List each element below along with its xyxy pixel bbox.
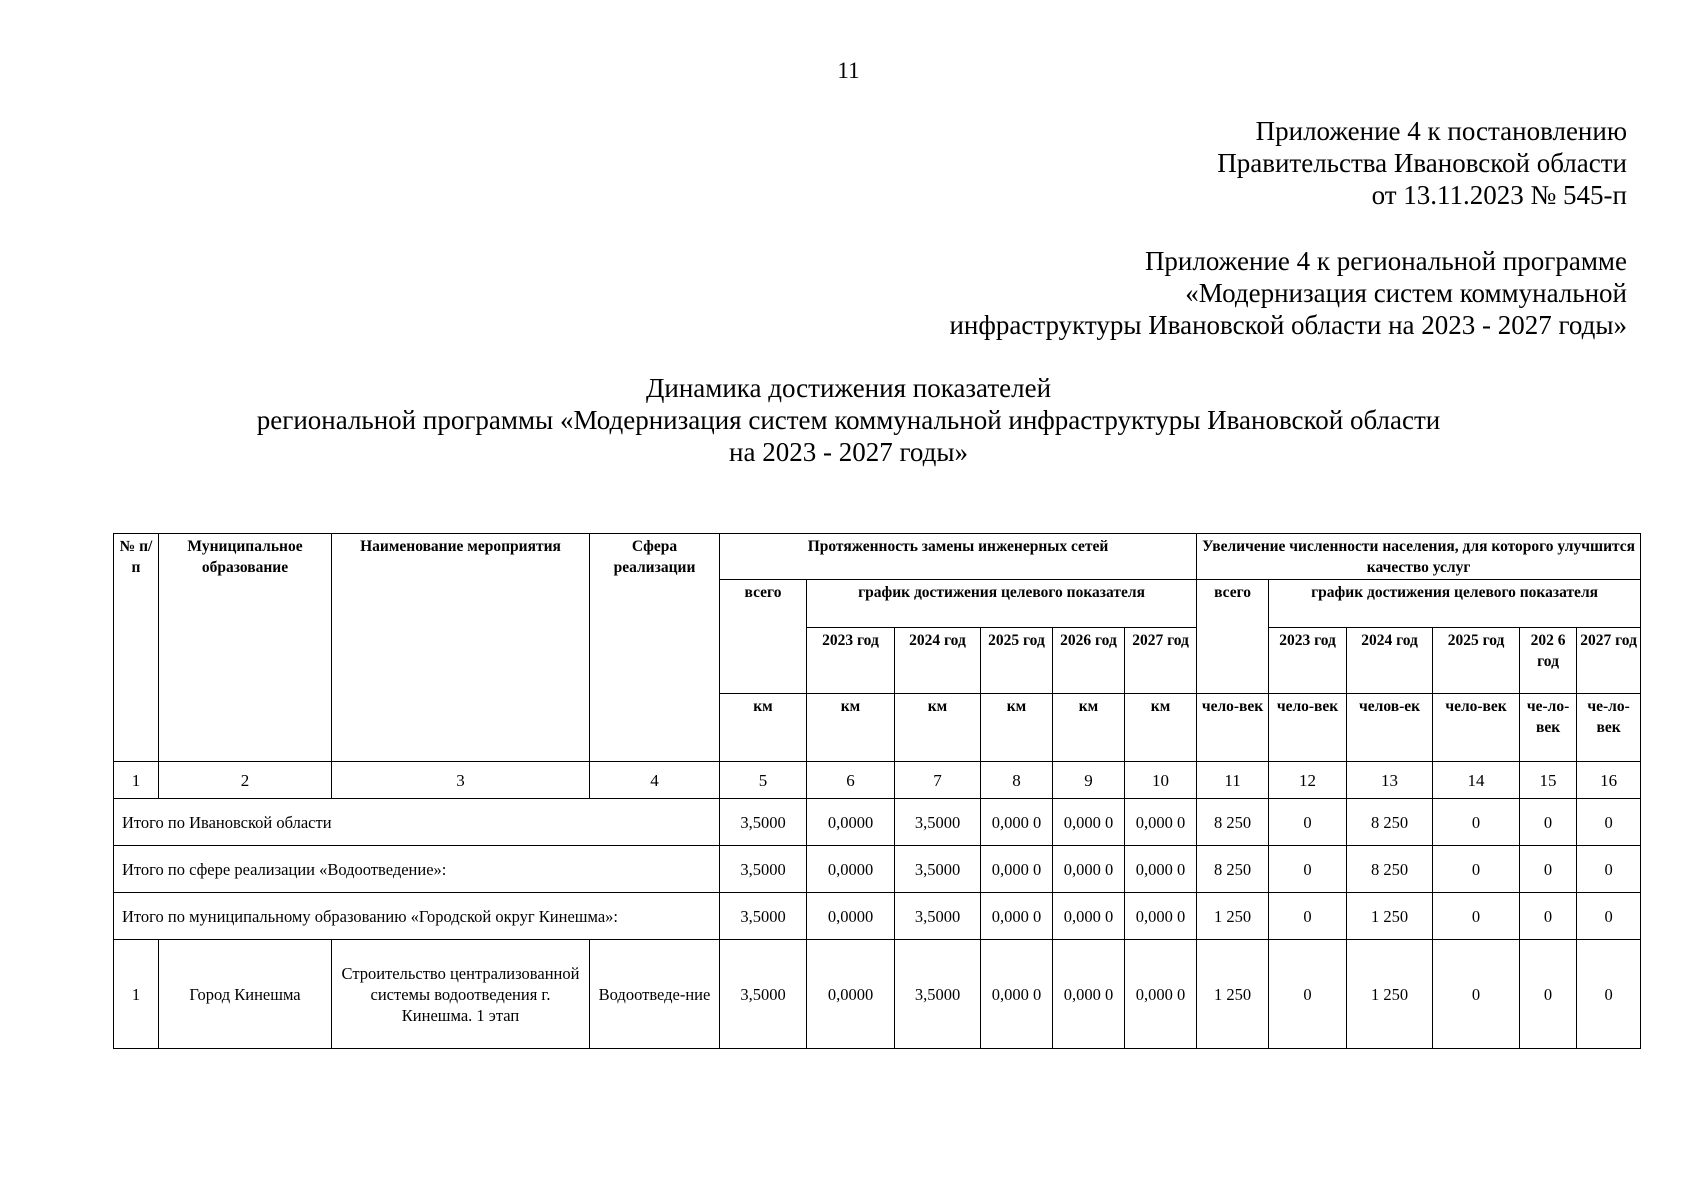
cell: 0,000 0 <box>1125 893 1197 940</box>
cell-municipality: Город Кинешма <box>159 940 332 1049</box>
header-population-schedule: график достижения целевого показателя <box>1269 580 1641 628</box>
header-unit: чело-век <box>1269 694 1347 762</box>
appendix-decree-line: Приложение 4 к постановлению <box>1255 116 1627 146</box>
cell: 8 250 <box>1197 799 1269 846</box>
cell: 0,000 0 <box>981 846 1053 893</box>
header-networks-total: всего <box>720 580 807 694</box>
cell: 3,5000 <box>895 940 981 1049</box>
title-line: региональной программы «Модернизация систем коммунальной инфраструктуры Ивановской области <box>256 405 1441 435</box>
cell: 0,0000 <box>807 846 895 893</box>
header-year: 2023 год <box>807 628 895 694</box>
cell: 0 <box>1577 799 1641 846</box>
column-number: 10 <box>1125 762 1197 799</box>
appendix-program-line: «Модернизация систем коммунальной <box>1185 278 1627 308</box>
header-event: Наименование мероприятия <box>332 534 590 762</box>
title-line: на 2023 - 2027 годы» <box>729 437 968 467</box>
header-unit: чело-век <box>1433 694 1520 762</box>
header-unit: че-ло-век <box>1520 694 1577 762</box>
header-unit: км <box>895 694 981 762</box>
header-year: 2023 год <box>1269 628 1347 694</box>
cell: 3,5000 <box>720 940 807 1049</box>
column-number: 1 <box>114 762 159 799</box>
header-population-total: всего <box>1197 580 1269 694</box>
cell: 1 250 <box>1197 893 1269 940</box>
cell: 3,5000 <box>895 799 981 846</box>
cell: 3,5000 <box>720 893 807 940</box>
title-line: Динамика достижения показателей <box>645 373 1052 403</box>
cell: 1 250 <box>1197 940 1269 1049</box>
header-year: 2026 год <box>1053 628 1125 694</box>
appendix-decree-reference <box>1217 115 1627 211</box>
cell: 0,000 0 <box>981 893 1053 940</box>
document-title <box>0 372 1697 468</box>
indicators-table <box>113 533 1641 1049</box>
cell-num: 1 <box>114 940 159 1049</box>
column-number: 3 <box>332 762 590 799</box>
column-numbers-row <box>114 762 1641 799</box>
appendix-decree-line: от 13.11.2023 № 545-п <box>1371 180 1627 210</box>
table-row <box>114 940 1641 1049</box>
column-number: 7 <box>895 762 981 799</box>
cell: 0 <box>1577 846 1641 893</box>
cell: 0,000 0 <box>1125 799 1197 846</box>
header-unit: км <box>807 694 895 762</box>
header-unit: чело-век <box>1197 694 1269 762</box>
table-row <box>114 893 1641 940</box>
page-number: 11 <box>837 58 860 83</box>
header-year: 2024 год <box>895 628 981 694</box>
column-number: 2 <box>159 762 332 799</box>
cell: 0 <box>1577 893 1641 940</box>
column-number: 6 <box>807 762 895 799</box>
cell: 0 <box>1577 940 1641 1049</box>
cell: 0 <box>1269 846 1347 893</box>
appendix-program-line: инфраструктуры Ивановской области на 2023 - 2027 годы» <box>949 310 1627 340</box>
appendix-program-line: Приложение 4 к региональной программе <box>1144 246 1627 276</box>
summary-label: Итого по муниципальному образованию «Городской округ Кинешма»: <box>114 893 720 940</box>
cell: 0 <box>1433 893 1520 940</box>
header-year: 2024 год <box>1347 628 1433 694</box>
cell: 0,000 0 <box>1125 846 1197 893</box>
cell: 0,000 0 <box>1053 940 1125 1049</box>
column-number: 12 <box>1269 762 1347 799</box>
column-number: 8 <box>981 762 1053 799</box>
table-row <box>114 846 1641 893</box>
column-number: 16 <box>1577 762 1641 799</box>
appendix-decree-line: Правительства Ивановской области <box>1217 148 1627 178</box>
cell: 1 250 <box>1347 893 1433 940</box>
cell: 3,5000 <box>895 846 981 893</box>
cell: 0,000 0 <box>1053 799 1125 846</box>
header-year: 2027 год <box>1125 628 1197 694</box>
summary-label: Итого по сфере реализации «Водоотведение»: <box>114 846 720 893</box>
cell: 0,0000 <box>807 940 895 1049</box>
cell: 8 250 <box>1347 846 1433 893</box>
column-number: 14 <box>1433 762 1520 799</box>
cell: 3,5000 <box>720 799 807 846</box>
header-num: № п/п <box>114 534 159 762</box>
cell: 0 <box>1520 799 1577 846</box>
cell: 8 250 <box>1347 799 1433 846</box>
header-unit: км <box>720 694 807 762</box>
cell: 0 <box>1520 940 1577 1049</box>
column-number: 13 <box>1347 762 1433 799</box>
header-group-population: Увеличение численности населения, для которого улучшится качество услуг <box>1197 534 1641 580</box>
cell: 0,000 0 <box>981 799 1053 846</box>
cell-sphere: Водоотведе-ние <box>590 940 720 1049</box>
cell: 0 <box>1433 846 1520 893</box>
header-unit: че-ло-век <box>1577 694 1641 762</box>
cell: 0,000 0 <box>1125 940 1197 1049</box>
header-unit: км <box>1053 694 1125 762</box>
cell: 0 <box>1269 940 1347 1049</box>
cell: 0 <box>1520 846 1577 893</box>
cell: 0,000 0 <box>1053 846 1125 893</box>
header-group-networks: Протяженность замены инженерных сетей <box>720 534 1197 580</box>
header-sphere: Сфера реализации <box>590 534 720 762</box>
column-number: 9 <box>1053 762 1125 799</box>
cell: 1 250 <box>1347 940 1433 1049</box>
cell: 0,0000 <box>807 799 895 846</box>
cell: 8 250 <box>1197 846 1269 893</box>
summary-label: Итого по Ивановской области <box>114 799 720 846</box>
cell: 0 <box>1269 893 1347 940</box>
appendix-program-reference <box>949 245 1627 341</box>
column-number: 11 <box>1197 762 1269 799</box>
header-unit: км <box>1125 694 1197 762</box>
cell: 0 <box>1433 799 1520 846</box>
column-number: 4 <box>590 762 720 799</box>
header-year: 2025 год <box>1433 628 1520 694</box>
header-unit: челов-ек <box>1347 694 1433 762</box>
column-number: 15 <box>1520 762 1577 799</box>
header-year: 202 6 год <box>1520 628 1577 694</box>
cell: 3,5000 <box>720 846 807 893</box>
cell-event: Строительство централизованной системы водоотведения г. Кинешма. 1 этап <box>332 940 590 1049</box>
table-row <box>114 799 1641 846</box>
header-networks-schedule: график достижения целевого показателя <box>807 580 1197 628</box>
header-unit: км <box>981 694 1053 762</box>
header-year: 2027 год <box>1577 628 1641 694</box>
cell: 0 <box>1433 940 1520 1049</box>
cell: 0,0000 <box>807 893 895 940</box>
header-year: 2025 год <box>981 628 1053 694</box>
cell: 0 <box>1269 799 1347 846</box>
cell: 0 <box>1520 893 1577 940</box>
cell: 0,000 0 <box>1053 893 1125 940</box>
cell: 3,5000 <box>895 893 981 940</box>
header-municipality: Муниципальное образование <box>159 534 332 762</box>
cell: 0,000 0 <box>981 940 1053 1049</box>
column-number: 5 <box>720 762 807 799</box>
